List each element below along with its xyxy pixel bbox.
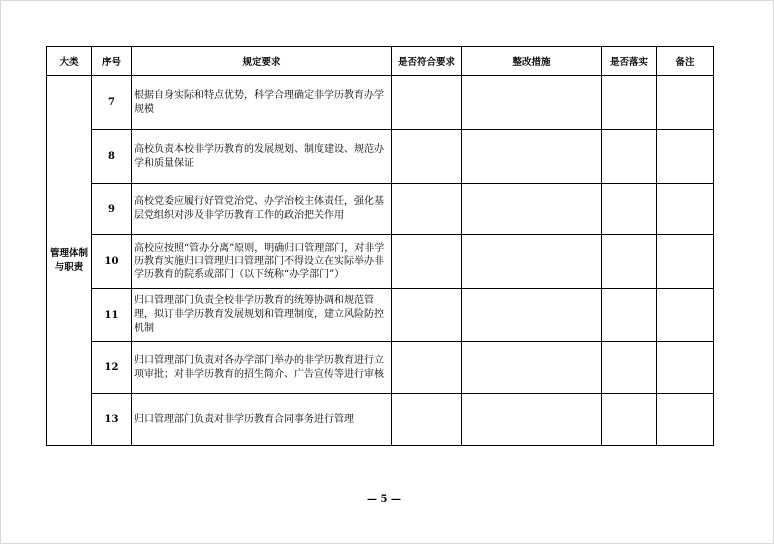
table-row (47, 289, 714, 342)
row-number: 7 (92, 76, 132, 130)
requirement-text: 高校党委应履行好管党治党、办学治校主体责任，强化基层党组织对涉及非学历教育工作的政治把关作用 (132, 184, 392, 235)
category-label: 管理体制与职责 (50, 247, 89, 273)
header-number: 序号 (92, 47, 132, 76)
row-number: 11 (92, 289, 132, 342)
page-number: — 5 — (367, 494, 401, 505)
row-number: 8 (92, 130, 132, 184)
requirement-text: 归口管理部门负责全校非学历教育的统筹协调和规范管理，拟订非学历教育发展规划和管理制度，建立风险防控机制 (132, 289, 392, 342)
row-number: 10 (92, 235, 132, 289)
table-row (47, 76, 714, 130)
header-rectification: 整改措施 (462, 47, 602, 76)
implemented-cell[interactable] (602, 342, 657, 394)
implemented-cell[interactable] (602, 130, 657, 184)
remarks-cell[interactable] (657, 235, 714, 289)
table-row (47, 394, 714, 446)
requirement-text: 高校负责本校非学历教育的发展规划、制度建设、规范办学和质量保证 (132, 130, 392, 184)
table-row (47, 342, 714, 394)
remarks-cell[interactable] (657, 342, 714, 394)
compliant-cell[interactable] (392, 394, 462, 446)
rectification-cell[interactable] (462, 235, 602, 289)
category-cell (47, 76, 92, 446)
compliant-cell[interactable] (392, 342, 462, 394)
header-requirement: 规定要求 (132, 47, 392, 76)
header-category: 大类 (47, 47, 92, 76)
rectification-cell[interactable] (462, 184, 602, 235)
rectification-cell[interactable] (462, 76, 602, 130)
compliant-cell[interactable] (392, 184, 462, 235)
remarks-cell[interactable] (657, 130, 714, 184)
remarks-cell[interactable] (657, 289, 714, 342)
rectification-cell[interactable] (462, 342, 602, 394)
implemented-cell[interactable] (602, 289, 657, 342)
row-number: 12 (92, 342, 132, 394)
implemented-cell[interactable] (602, 394, 657, 446)
table-row (47, 235, 714, 289)
table-row (47, 130, 714, 184)
remarks-cell[interactable] (657, 184, 714, 235)
row-number: 9 (92, 184, 132, 235)
rectification-cell[interactable] (462, 289, 602, 342)
rectification-cell[interactable] (462, 394, 602, 446)
compliant-cell[interactable] (392, 76, 462, 130)
requirement-text: 归口管理部门负责对非学历教育合同事务进行管理 (132, 394, 392, 446)
requirement-text: 归口管理部门负责对各办学部门举办的非学历教育进行立项审批；对非学历教育的招生简介、广告宣传等进行审核 (132, 342, 392, 394)
table-row (47, 184, 714, 235)
compliant-cell[interactable] (392, 235, 462, 289)
compliant-cell[interactable] (392, 130, 462, 184)
header-compliant: 是否符合要求 (392, 47, 462, 76)
rectification-cell[interactable] (462, 130, 602, 184)
row-number: 13 (92, 394, 132, 446)
remarks-cell[interactable] (657, 394, 714, 446)
requirement-text: 高校应按照“管办分离”原则，明确归口管理部门，对非学历教育实施归口管理归口管理部门不得设立在实际举办非学历教育的院系或部门（以下统称“办学部门”） (132, 235, 392, 289)
compliant-cell[interactable] (392, 289, 462, 342)
implemented-cell[interactable] (602, 184, 657, 235)
requirement-text: 根据自身实际和特点优势，科学合理确定非学历教育办学规模 (132, 76, 392, 130)
inspection-table (46, 46, 714, 446)
header-remarks: 备注 (657, 47, 714, 76)
remarks-cell[interactable] (657, 76, 714, 130)
header-implemented: 是否落实 (602, 47, 657, 76)
header-row (47, 47, 714, 76)
implemented-cell[interactable] (602, 235, 657, 289)
implemented-cell[interactable] (602, 76, 657, 130)
